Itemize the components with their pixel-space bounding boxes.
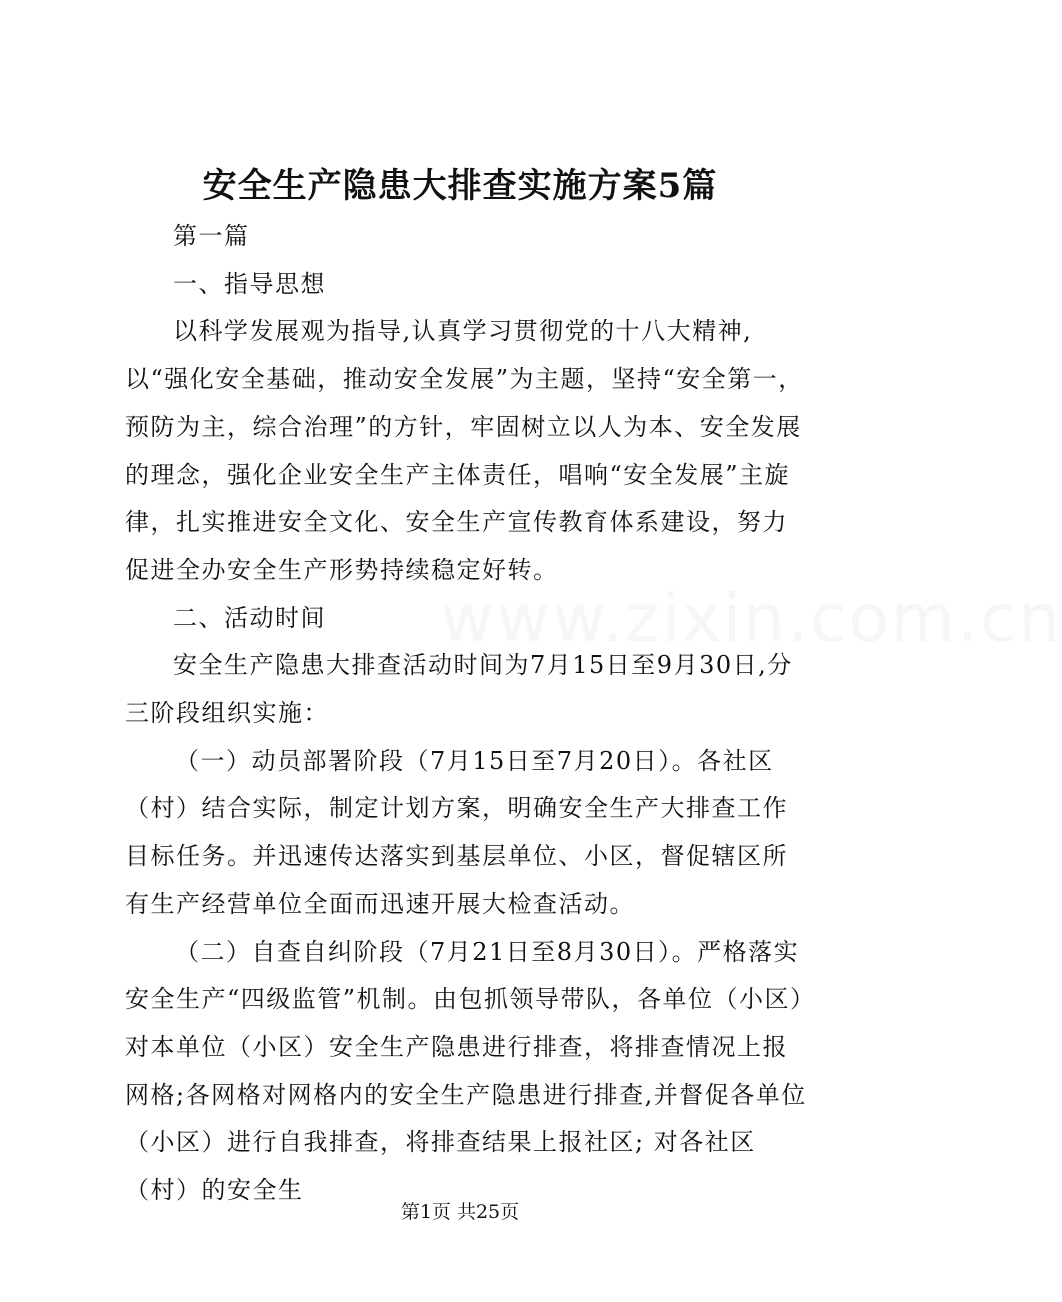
body-paragraph: 安全生产隐患大排查活动时间为7月15日至9月30日,分三阶段组织实施： — [125, 651, 793, 728]
document-body — [125, 213, 810, 1215]
body-paragraph: 以科学发展观为指导,认真学习贯彻党的十八大精神,以“强化安全基础，推动安全发展”为主题，坚持“安全第一，预防为主，综合治理”的方针，牢固树立以人为本、安全发展的理念，强化企业安全生产主体责任，唱响“安全发展”主旋律，扎实推进安全文化、安全生产宣传教育体系建设，努力促进全办安全生产形势持续稳定好转。 — [125, 317, 804, 584]
page-number-footer: 第1页 共25页 — [400, 1201, 520, 1223]
section-heading: 二、活动时间 — [173, 603, 326, 632]
document-title: 安全生产隐患大排查实施方案5篇 — [202, 166, 718, 206]
body-paragraph: （一）动员部署阶段（7月15日至7月20日）。各社区（村）结合实际，制定计划方案，明确安全生产大排查工作目标任务。并迅速传达落实到基层单位、小区，督促辖区所有生产经营单位全面而迅速开展大检查活动。 — [125, 746, 788, 918]
section-heading: 一、指导思想 — [173, 269, 326, 298]
body-paragraph: （二）自查自纠阶段（7月21日至8月30日）。严格落实安全生产“四级监管”机制。由包抓领导带队，各单位（小区）对本单位（小区）安全生产隐患进行排查，将排查情况上报网格;各网格对网格内的安全生产隐患进行排查,并督促各单位（小区）进行自我排查，将排查结果上报社区; 对各社区（村）的安全生 — [125, 937, 807, 1205]
watermark: www.zixin.com.cn — [440, 580, 1062, 657]
section-heading: 第一篇 — [173, 222, 250, 250]
